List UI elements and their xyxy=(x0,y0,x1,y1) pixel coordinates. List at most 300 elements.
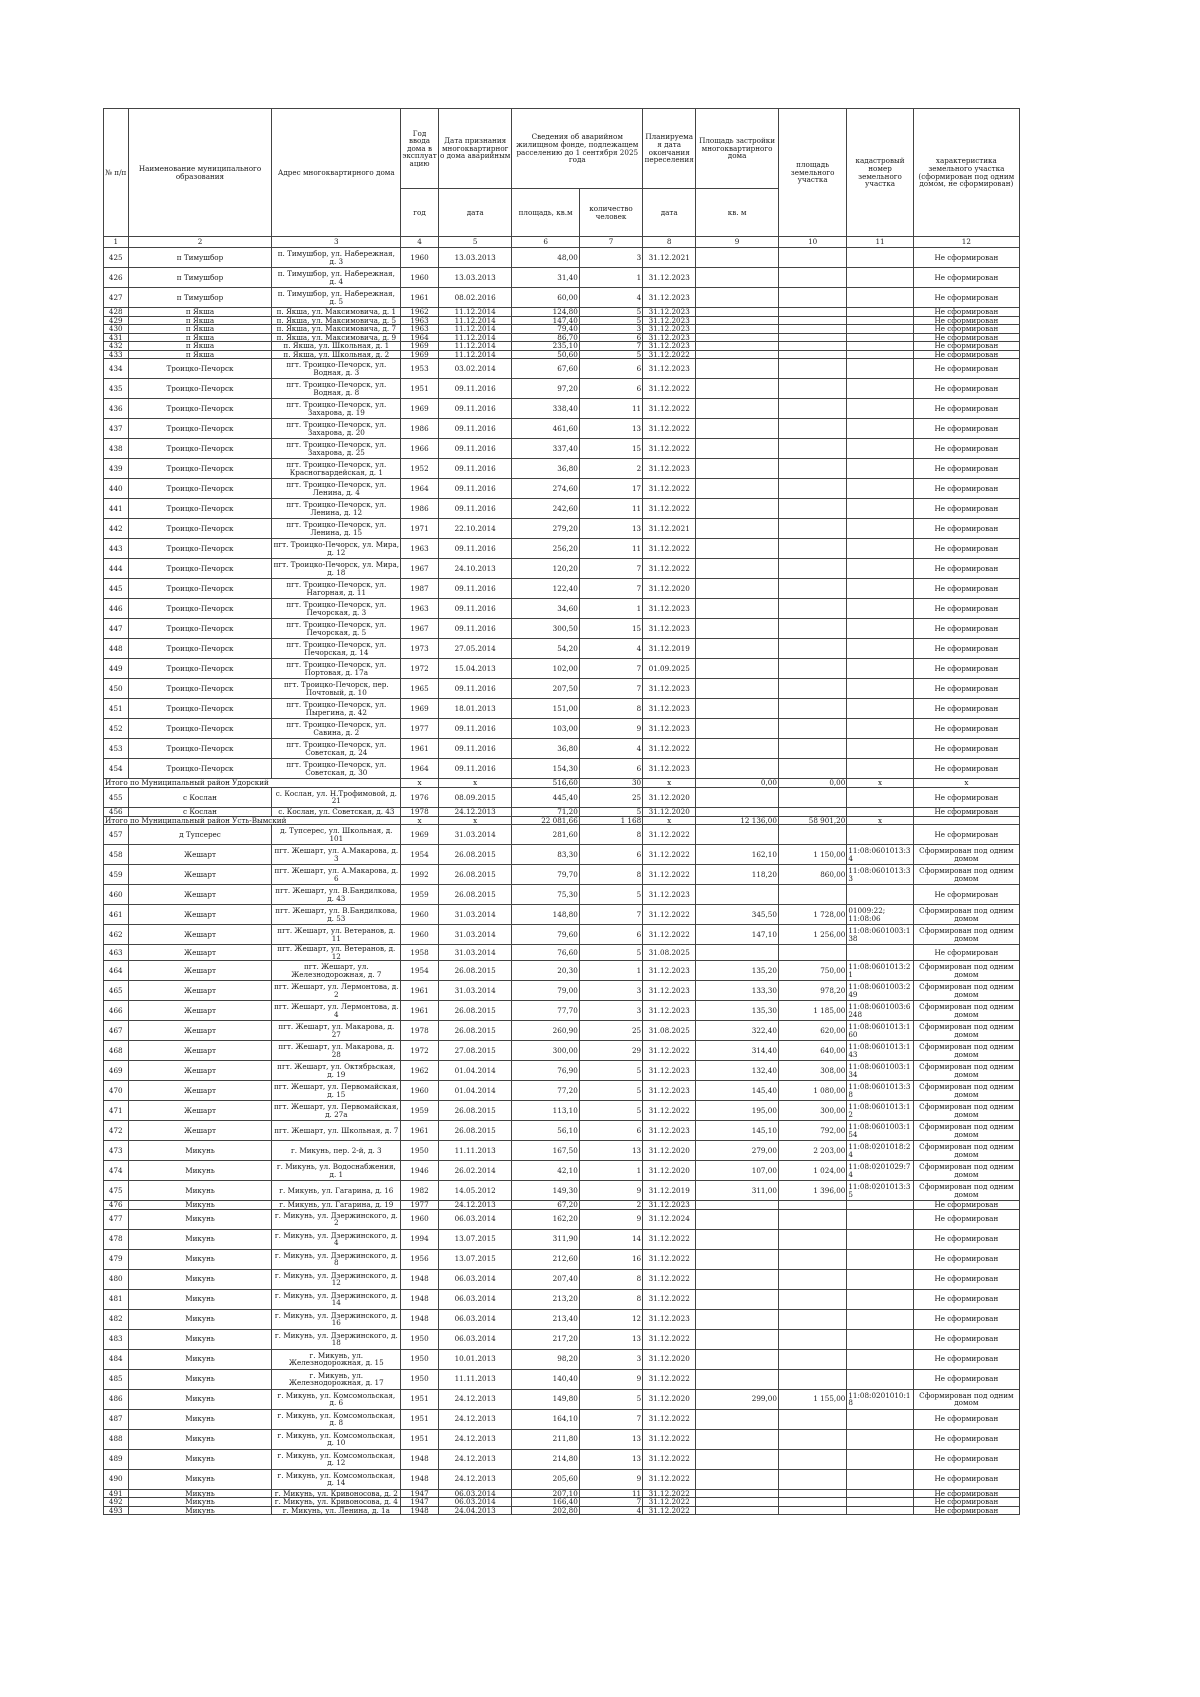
planned-date-cell: 31.12.2022 xyxy=(643,1329,696,1349)
planned-date-cell: 31.12.2022 xyxy=(643,1229,696,1249)
people-cell: 4 xyxy=(579,639,642,659)
land-area-cell xyxy=(778,759,846,779)
subtotal-cell: 0,00 xyxy=(778,779,846,788)
year-cell: 1950 xyxy=(401,1349,439,1369)
land-area-cell: 750,00 xyxy=(778,961,846,981)
table-row xyxy=(104,1329,1020,1349)
people-cell: 13 xyxy=(579,1141,642,1161)
emergency-date-cell: 31.03.2014 xyxy=(438,945,512,961)
row-number-cell: 482 xyxy=(104,1309,129,1329)
planned-date-cell: 31.12.2022 xyxy=(643,1101,696,1121)
area-cell: 300,50 xyxy=(512,619,579,639)
land-area-cell xyxy=(778,499,846,519)
building-area-cell xyxy=(696,1249,779,1269)
land-status-cell: Сформирован под одним домом xyxy=(913,1041,1019,1061)
year-cell: 1967 xyxy=(401,619,439,639)
emergency-date-cell: 09.11.2016 xyxy=(438,439,512,459)
year-cell: 1969 xyxy=(401,350,439,359)
table-row xyxy=(104,699,1020,719)
area-cell: 207,50 xyxy=(512,679,579,699)
table-row xyxy=(104,1249,1020,1269)
address-cell: пгт. Троицко-Печорск, ул. Ленина, д. 4 xyxy=(272,479,401,499)
year-cell: 1964 xyxy=(401,759,439,779)
emergency-date-cell: 26.08.2015 xyxy=(438,1121,512,1141)
emergency-date-cell: 03.02.2014 xyxy=(438,359,512,379)
table-row xyxy=(104,787,1020,807)
emergency-date-cell: 06.03.2014 xyxy=(438,1498,512,1507)
building-area-cell: 133,30 xyxy=(696,981,779,1001)
row-number-cell: 481 xyxy=(104,1289,129,1309)
unit-building-area: кв. м xyxy=(696,189,779,237)
area-cell: 311,90 xyxy=(512,1229,579,1249)
municipality-cell: Микунь xyxy=(128,1409,272,1429)
people-cell: 5 xyxy=(579,350,642,359)
area-cell: 98,20 xyxy=(512,1349,579,1369)
emergency-date-cell: 26.08.2015 xyxy=(438,1021,512,1041)
subtotal-cell: х xyxy=(847,816,913,825)
area-cell: 281,60 xyxy=(512,825,579,845)
land-area-cell xyxy=(778,679,846,699)
area-cell: 242,60 xyxy=(512,499,579,519)
building-area-cell: 118,20 xyxy=(696,865,779,885)
row-number-cell: 492 xyxy=(104,1498,129,1507)
column-number: 2 xyxy=(128,237,272,248)
address-cell: п. Тимушбор, ул. Набережная, д. 4 xyxy=(272,268,401,288)
building-area-cell: 147,10 xyxy=(696,925,779,945)
people-cell: 7 xyxy=(579,1409,642,1429)
land-area-cell xyxy=(778,1349,846,1369)
building-area-cell xyxy=(696,519,779,539)
address-cell: пгт. Жешарт, ул. Школьная, д. 7 xyxy=(272,1121,401,1141)
land-status-cell: Не сформирован xyxy=(913,333,1019,342)
emergency-date-cell: 26.08.2015 xyxy=(438,961,512,981)
building-area-cell: 299,00 xyxy=(696,1389,779,1409)
year-cell: 1960 xyxy=(401,268,439,288)
land-area-cell xyxy=(778,659,846,679)
land-area-cell: 308,00 xyxy=(778,1061,846,1081)
table-row xyxy=(104,419,1020,439)
area-cell: 256,20 xyxy=(512,539,579,559)
row-number-cell: 460 xyxy=(104,885,129,905)
emergency-date-cell: 01.04.2014 xyxy=(438,1081,512,1101)
land-status-cell: Не сформирован xyxy=(913,1249,1019,1269)
address-cell: пгт. Троицко-Печорск, ул. Печорская, д. 5 xyxy=(272,619,401,639)
emergency-date-cell: 26.08.2015 xyxy=(438,865,512,885)
subtotal-cell: 58 901,20 xyxy=(778,816,846,825)
cadastral-cell: 11:08:0601013:12 xyxy=(847,1101,913,1121)
cadastral-cell xyxy=(847,825,913,845)
address-cell: г. Микунь, ул. Дзержинского, д. 12 xyxy=(272,1269,401,1289)
planned-date-cell: 31.12.2020 xyxy=(643,807,696,816)
year-cell: 1963 xyxy=(401,539,439,559)
cadastral-cell: 11:08:0601003:6248 xyxy=(847,1001,913,1021)
row-number-cell: 477 xyxy=(104,1209,129,1229)
address-cell: пгт. Жешарт, ул. В.Бандилкова, д. 53 xyxy=(272,905,401,925)
cadastral-cell xyxy=(847,885,913,905)
land-area-cell xyxy=(778,1229,846,1249)
address-cell: пгт. Троицко-Печорск, ул. Мира, д. 18 xyxy=(273,560,400,577)
year-cell: 1964 xyxy=(401,333,439,342)
land-area-cell xyxy=(778,807,846,816)
area-cell: 207,10 xyxy=(512,1489,579,1498)
year-cell: 1962 xyxy=(401,1061,439,1081)
area-cell: 148,80 xyxy=(512,905,579,925)
table-row xyxy=(104,719,1020,739)
row-number-cell: 445 xyxy=(104,579,129,599)
housing-register-table xyxy=(103,108,1020,1515)
table-row xyxy=(104,619,1020,639)
address-cell: г. Микунь, ул. Дзержинского, д. 16 xyxy=(272,1309,401,1329)
people-cell: 3 xyxy=(579,981,642,1001)
municipality-cell: с Кослан xyxy=(128,807,272,816)
land-area-cell xyxy=(778,1249,846,1269)
table-row xyxy=(104,981,1020,1001)
address-cell: пгт. Жешарт, ул. Железнодорожная, д. 7 xyxy=(272,961,401,981)
building-area-cell: 311,00 xyxy=(696,1181,779,1201)
building-area-cell xyxy=(696,399,779,419)
land-status-cell: Не сформирован xyxy=(913,350,1019,359)
people-cell: 8 xyxy=(579,1289,642,1309)
year-cell: 1951 xyxy=(401,1389,439,1409)
building-area-cell xyxy=(696,807,779,816)
cadastral-cell: 11:08:0201013:35 xyxy=(847,1181,913,1201)
land-status-cell: Не сформирован xyxy=(913,619,1019,639)
municipality-cell: Микунь xyxy=(128,1141,272,1161)
municipality-cell: п Якша xyxy=(128,350,272,359)
table-row xyxy=(104,539,1020,559)
header-row-number: № п/п xyxy=(104,109,129,237)
people-cell: 4 xyxy=(579,1506,642,1515)
municipality-cell: Троицко-Печорск xyxy=(128,479,272,499)
table-row xyxy=(104,1269,1020,1289)
planned-date-cell: 31.12.2022 xyxy=(643,925,696,945)
building-area-cell xyxy=(696,699,779,719)
people-cell: 5 xyxy=(579,807,642,816)
table-row xyxy=(104,325,1020,334)
municipality-cell: п Якша xyxy=(128,316,272,325)
table-row xyxy=(104,350,1020,359)
row-number-cell: 448 xyxy=(104,639,129,659)
people-cell: 11 xyxy=(579,539,642,559)
municipality-cell: Жешарт xyxy=(128,845,272,865)
emergency-date-cell: 24.04.2013 xyxy=(438,1506,512,1515)
emergency-date-cell: 10.01.2013 xyxy=(438,1349,512,1369)
year-cell: 1959 xyxy=(401,1101,439,1121)
land-status-cell: Сформирован под одним домом xyxy=(913,1081,1019,1101)
table-row xyxy=(104,1161,1020,1181)
land-status-cell: Сформирован под одним домом xyxy=(913,1021,1019,1041)
address-cell: г. Микунь, ул. Дзержинского, д. 18 xyxy=(272,1329,401,1349)
land-status-cell: Не сформирован xyxy=(913,342,1019,351)
row-number-cell: 434 xyxy=(104,359,129,379)
table-row xyxy=(104,639,1020,659)
municipality-cell: Троицко-Печорск xyxy=(128,379,272,399)
municipality-cell: Микунь xyxy=(128,1329,272,1349)
people-cell: 5 xyxy=(579,1389,642,1409)
land-status-cell: Не сформирован xyxy=(913,1369,1019,1389)
column-number: 12 xyxy=(913,237,1019,248)
people-cell: 4 xyxy=(579,739,642,759)
municipality-cell: Жешарт xyxy=(128,1041,272,1061)
year-cell: 1951 xyxy=(401,379,439,399)
cadastral-cell xyxy=(847,479,913,499)
table-row xyxy=(104,248,1020,268)
people-cell: 25 xyxy=(579,1021,642,1041)
people-cell: 9 xyxy=(579,1209,642,1229)
land-area-cell xyxy=(778,308,846,317)
planned-date-cell: 31.12.2022 xyxy=(643,1289,696,1309)
municipality-cell: Троицко-Печорск xyxy=(128,419,272,439)
row-number-cell: 493 xyxy=(104,1506,129,1515)
row-number-cell: 479 xyxy=(104,1249,129,1269)
emergency-date-cell: 14.05.2012 xyxy=(438,1181,512,1201)
year-cell: 1963 xyxy=(401,325,439,334)
land-status-cell: Не сформирован xyxy=(913,559,1019,579)
building-area-cell xyxy=(696,539,779,559)
land-status-cell: Не сформирован xyxy=(913,885,1019,905)
row-number-cell: 432 xyxy=(104,342,129,351)
address-cell: п. Якша, ул. Максимовича, д. 5 xyxy=(272,316,401,325)
building-area-cell xyxy=(696,719,779,739)
land-area-cell: 640,00 xyxy=(778,1041,846,1061)
area-cell: 162,20 xyxy=(512,1209,579,1229)
header-building-area: Площадь застройки многоквартирного дома xyxy=(696,109,779,189)
emergency-date-cell: 09.11.2016 xyxy=(438,759,512,779)
year-cell: 1994 xyxy=(401,1229,439,1249)
planned-date-cell: 31.12.2022 xyxy=(643,865,696,885)
people-cell: 6 xyxy=(579,379,642,399)
municipality-cell: Троицко-Печорск xyxy=(128,659,272,679)
year-cell: 1947 xyxy=(401,1489,439,1498)
row-number-cell: 439 xyxy=(104,459,129,479)
people-cell: 5 xyxy=(579,945,642,961)
building-area-cell xyxy=(696,579,779,599)
people-cell: 13 xyxy=(579,419,642,439)
row-number-cell: 427 xyxy=(104,288,129,308)
table-row xyxy=(104,1001,1020,1021)
table-row xyxy=(104,459,1020,479)
year-cell: 1950 xyxy=(401,1141,439,1161)
year-cell: 1969 xyxy=(401,342,439,351)
subtotal-cell: 0,00 xyxy=(696,779,779,788)
planned-date-cell: 31.12.2022 xyxy=(643,1041,696,1061)
address-cell: пгт. Жешарт, ул. Октябрьская, д. 19 xyxy=(272,1061,401,1081)
cadastral-cell xyxy=(847,1498,913,1507)
row-number-cell: 438 xyxy=(104,439,129,459)
row-number-cell: 444 xyxy=(104,559,129,579)
emergency-date-cell: 09.11.2016 xyxy=(438,739,512,759)
emergency-date-cell: 13.03.2013 xyxy=(438,268,512,288)
land-area-cell xyxy=(778,1469,846,1489)
table-row xyxy=(104,559,1020,579)
planned-date-cell: 31.12.2023 xyxy=(643,316,696,325)
building-area-cell xyxy=(696,248,779,268)
building-area-cell: 132,40 xyxy=(696,1061,779,1081)
people-cell: 17 xyxy=(579,479,642,499)
municipality-cell: Троицко-Печорск xyxy=(128,679,272,699)
people-cell: 7 xyxy=(579,342,642,351)
area-cell: 79,70 xyxy=(512,865,579,885)
cadastral-cell xyxy=(847,807,913,816)
area-cell: 102,00 xyxy=(512,659,579,679)
emergency-date-cell: 09.11.2016 xyxy=(438,619,512,639)
planned-date-cell: 31.08.2025 xyxy=(643,945,696,961)
address-cell: с. Кослан, ул. Н.Трофимовой, д. 21 xyxy=(272,787,401,807)
planned-date-cell: 31.12.2023 xyxy=(643,1121,696,1141)
municipality-cell: Микунь xyxy=(128,1309,272,1329)
municipality-cell: д Тупсерес xyxy=(128,825,272,845)
emergency-date-cell: 24.12.2013 xyxy=(438,1429,512,1449)
table-row xyxy=(104,825,1020,845)
building-area-cell xyxy=(696,739,779,759)
land-status-cell: Не сформирован xyxy=(913,719,1019,739)
subtotal-row xyxy=(104,779,1020,788)
address-cell: г. Микунь, ул. Дзержинского, д. 14 xyxy=(272,1289,401,1309)
land-area-cell: 1 256,00 xyxy=(778,925,846,945)
area-cell: 279,20 xyxy=(512,519,579,539)
land-area-cell xyxy=(778,1209,846,1229)
land-area-cell xyxy=(778,333,846,342)
municipality-cell: Троицко-Печорск xyxy=(128,719,272,739)
building-area-cell xyxy=(696,599,779,619)
emergency-date-cell: 11.12.2014 xyxy=(438,333,512,342)
row-number-cell: 486 xyxy=(104,1389,129,1409)
emergency-date-cell: 27.08.2015 xyxy=(438,1041,512,1061)
land-status-cell: Сформирован под одним домом xyxy=(913,1181,1019,1201)
land-status-cell: Не сформирован xyxy=(913,479,1019,499)
land-status-cell: Не сформирован xyxy=(913,1429,1019,1449)
cadastral-cell xyxy=(847,350,913,359)
cadastral-cell xyxy=(847,359,913,379)
header-address: Адрес многоквартирного дома xyxy=(272,109,401,237)
land-status-cell: Сформирован под одним домом xyxy=(913,1161,1019,1181)
building-area-cell xyxy=(696,759,779,779)
address-cell: п. Якша, ул. Максимовича, д. 7 xyxy=(272,325,401,334)
area-cell: 337,40 xyxy=(512,439,579,459)
year-cell: 1963 xyxy=(401,316,439,325)
planned-date-cell: 31.12.2023 xyxy=(643,599,696,619)
table-row xyxy=(104,1101,1020,1121)
land-status-cell: Не сформирован xyxy=(913,659,1019,679)
people-cell: 6 xyxy=(579,359,642,379)
planned-date-cell: 31.12.2024 xyxy=(643,1209,696,1229)
address-cell: пгт. Троицко-Печорск, ул. Нагорная, д. 11 xyxy=(272,579,401,599)
land-area-cell xyxy=(778,945,846,961)
land-status-cell: Сформирован под одним домом xyxy=(913,865,1019,885)
cadastral-cell xyxy=(847,619,913,639)
area-cell: 50,60 xyxy=(512,350,579,359)
table-row xyxy=(104,1021,1020,1041)
table-row xyxy=(104,1506,1020,1515)
row-number-cell: 443 xyxy=(104,539,129,559)
land-status-cell: Не сформирован xyxy=(913,1329,1019,1349)
area-cell: 76,90 xyxy=(512,1061,579,1081)
planned-date-cell: 31.12.2022 xyxy=(643,1469,696,1489)
row-number-cell: 465 xyxy=(104,981,129,1001)
planned-date-cell: 31.12.2023 xyxy=(643,268,696,288)
building-area-cell xyxy=(696,945,779,961)
table-row xyxy=(104,845,1020,865)
cadastral-cell xyxy=(847,1201,913,1210)
building-area-cell xyxy=(696,787,779,807)
municipality-cell: Микунь xyxy=(128,1181,272,1201)
emergency-date-cell: 09.11.2016 xyxy=(438,599,512,619)
column-number: 3 xyxy=(272,237,401,248)
municipality-cell: Жешарт xyxy=(128,1101,272,1121)
year-cell: 1954 xyxy=(401,961,439,981)
table-row xyxy=(104,288,1020,308)
emergency-date-cell: 09.11.2016 xyxy=(438,719,512,739)
cadastral-cell xyxy=(847,1289,913,1309)
cadastral-cell xyxy=(847,945,913,961)
land-status-cell: Сформирован под одним домом xyxy=(913,1001,1019,1021)
cadastral-cell: 01009:22; 11:08:06 xyxy=(847,905,913,925)
address-cell: пгт. Троицко-Печорск, ул. Красногвардейская, д. 1 xyxy=(272,459,401,479)
planned-date-cell: 31.12.2023 xyxy=(643,981,696,1001)
building-area-cell: 107,00 xyxy=(696,1161,779,1181)
table-row xyxy=(104,1201,1020,1210)
year-cell: 1950 xyxy=(401,1369,439,1389)
address-cell: д. Тупсерес, ул. Школьная, д. 101 xyxy=(272,825,401,845)
subtotal-cell: 22 081,66 xyxy=(512,816,579,825)
year-cell: 1967 xyxy=(401,559,439,579)
land-status-cell: Не сформирован xyxy=(913,1498,1019,1507)
address-cell: г. Микунь, ул. Водоснабжения, д. 1 xyxy=(272,1161,401,1181)
cadastral-cell xyxy=(847,399,913,419)
row-number-cell: 485 xyxy=(104,1369,129,1389)
land-status-cell: Не сформирован xyxy=(913,579,1019,599)
land-status-cell: Сформирован под одним домом xyxy=(913,1389,1019,1409)
municipality-cell: Троицко-Печорск xyxy=(128,579,272,599)
cadastral-cell xyxy=(847,248,913,268)
people-cell: 8 xyxy=(579,1269,642,1289)
year-cell: 1961 xyxy=(401,1001,439,1021)
subtotal-cell: 30 xyxy=(579,779,642,788)
area-cell: 120,20 xyxy=(512,559,579,579)
address-cell: пгт. Жешарт, ул. Первомайская, д. 15 xyxy=(273,1082,399,1099)
address-cell: пгт. Жешарт, ул. В.Бандилкова, д. 43 xyxy=(272,885,401,905)
land-area-cell: 1 396,00 xyxy=(778,1181,846,1201)
row-number-cell: 483 xyxy=(104,1329,129,1349)
municipality-cell: Жешарт xyxy=(128,1081,272,1101)
row-number-cell: 451 xyxy=(104,699,129,719)
year-cell: 1948 xyxy=(401,1269,439,1289)
column-number: 7 xyxy=(579,237,642,248)
planned-date-cell: 31.12.2023 xyxy=(643,333,696,342)
cadastral-cell xyxy=(847,519,913,539)
municipality-cell: Троицко-Печорск xyxy=(128,519,272,539)
municipality-cell: Микунь xyxy=(128,1161,272,1181)
people-cell: 1 xyxy=(579,961,642,981)
emergency-date-cell: 09.11.2016 xyxy=(438,539,512,559)
subtotal-cell: 12 136,00 xyxy=(696,816,779,825)
municipality-cell: Микунь xyxy=(128,1498,272,1507)
people-cell: 13 xyxy=(579,1329,642,1349)
address-cell: п. Тимушбор, ул. Набережная, д. 5 xyxy=(272,288,401,308)
cadastral-cell xyxy=(847,1229,913,1249)
table-row xyxy=(104,1181,1020,1201)
year-cell: 1946 xyxy=(401,1161,439,1181)
people-cell: 7 xyxy=(579,559,642,579)
header-land-area: площадь земельного участка xyxy=(778,109,846,237)
address-cell: г. Микунь, ул. Комсомольская, д. 6 xyxy=(272,1389,401,1409)
address-cell: пгт. Троицко-Печорск, ул. Мира, д. 12 xyxy=(273,540,400,557)
municipality-cell: п Якша xyxy=(128,333,272,342)
land-area-cell: 978,20 xyxy=(778,981,846,1001)
planned-date-cell: 31.12.2023 xyxy=(643,699,696,719)
cadastral-cell xyxy=(847,1209,913,1229)
table-row xyxy=(104,439,1020,459)
